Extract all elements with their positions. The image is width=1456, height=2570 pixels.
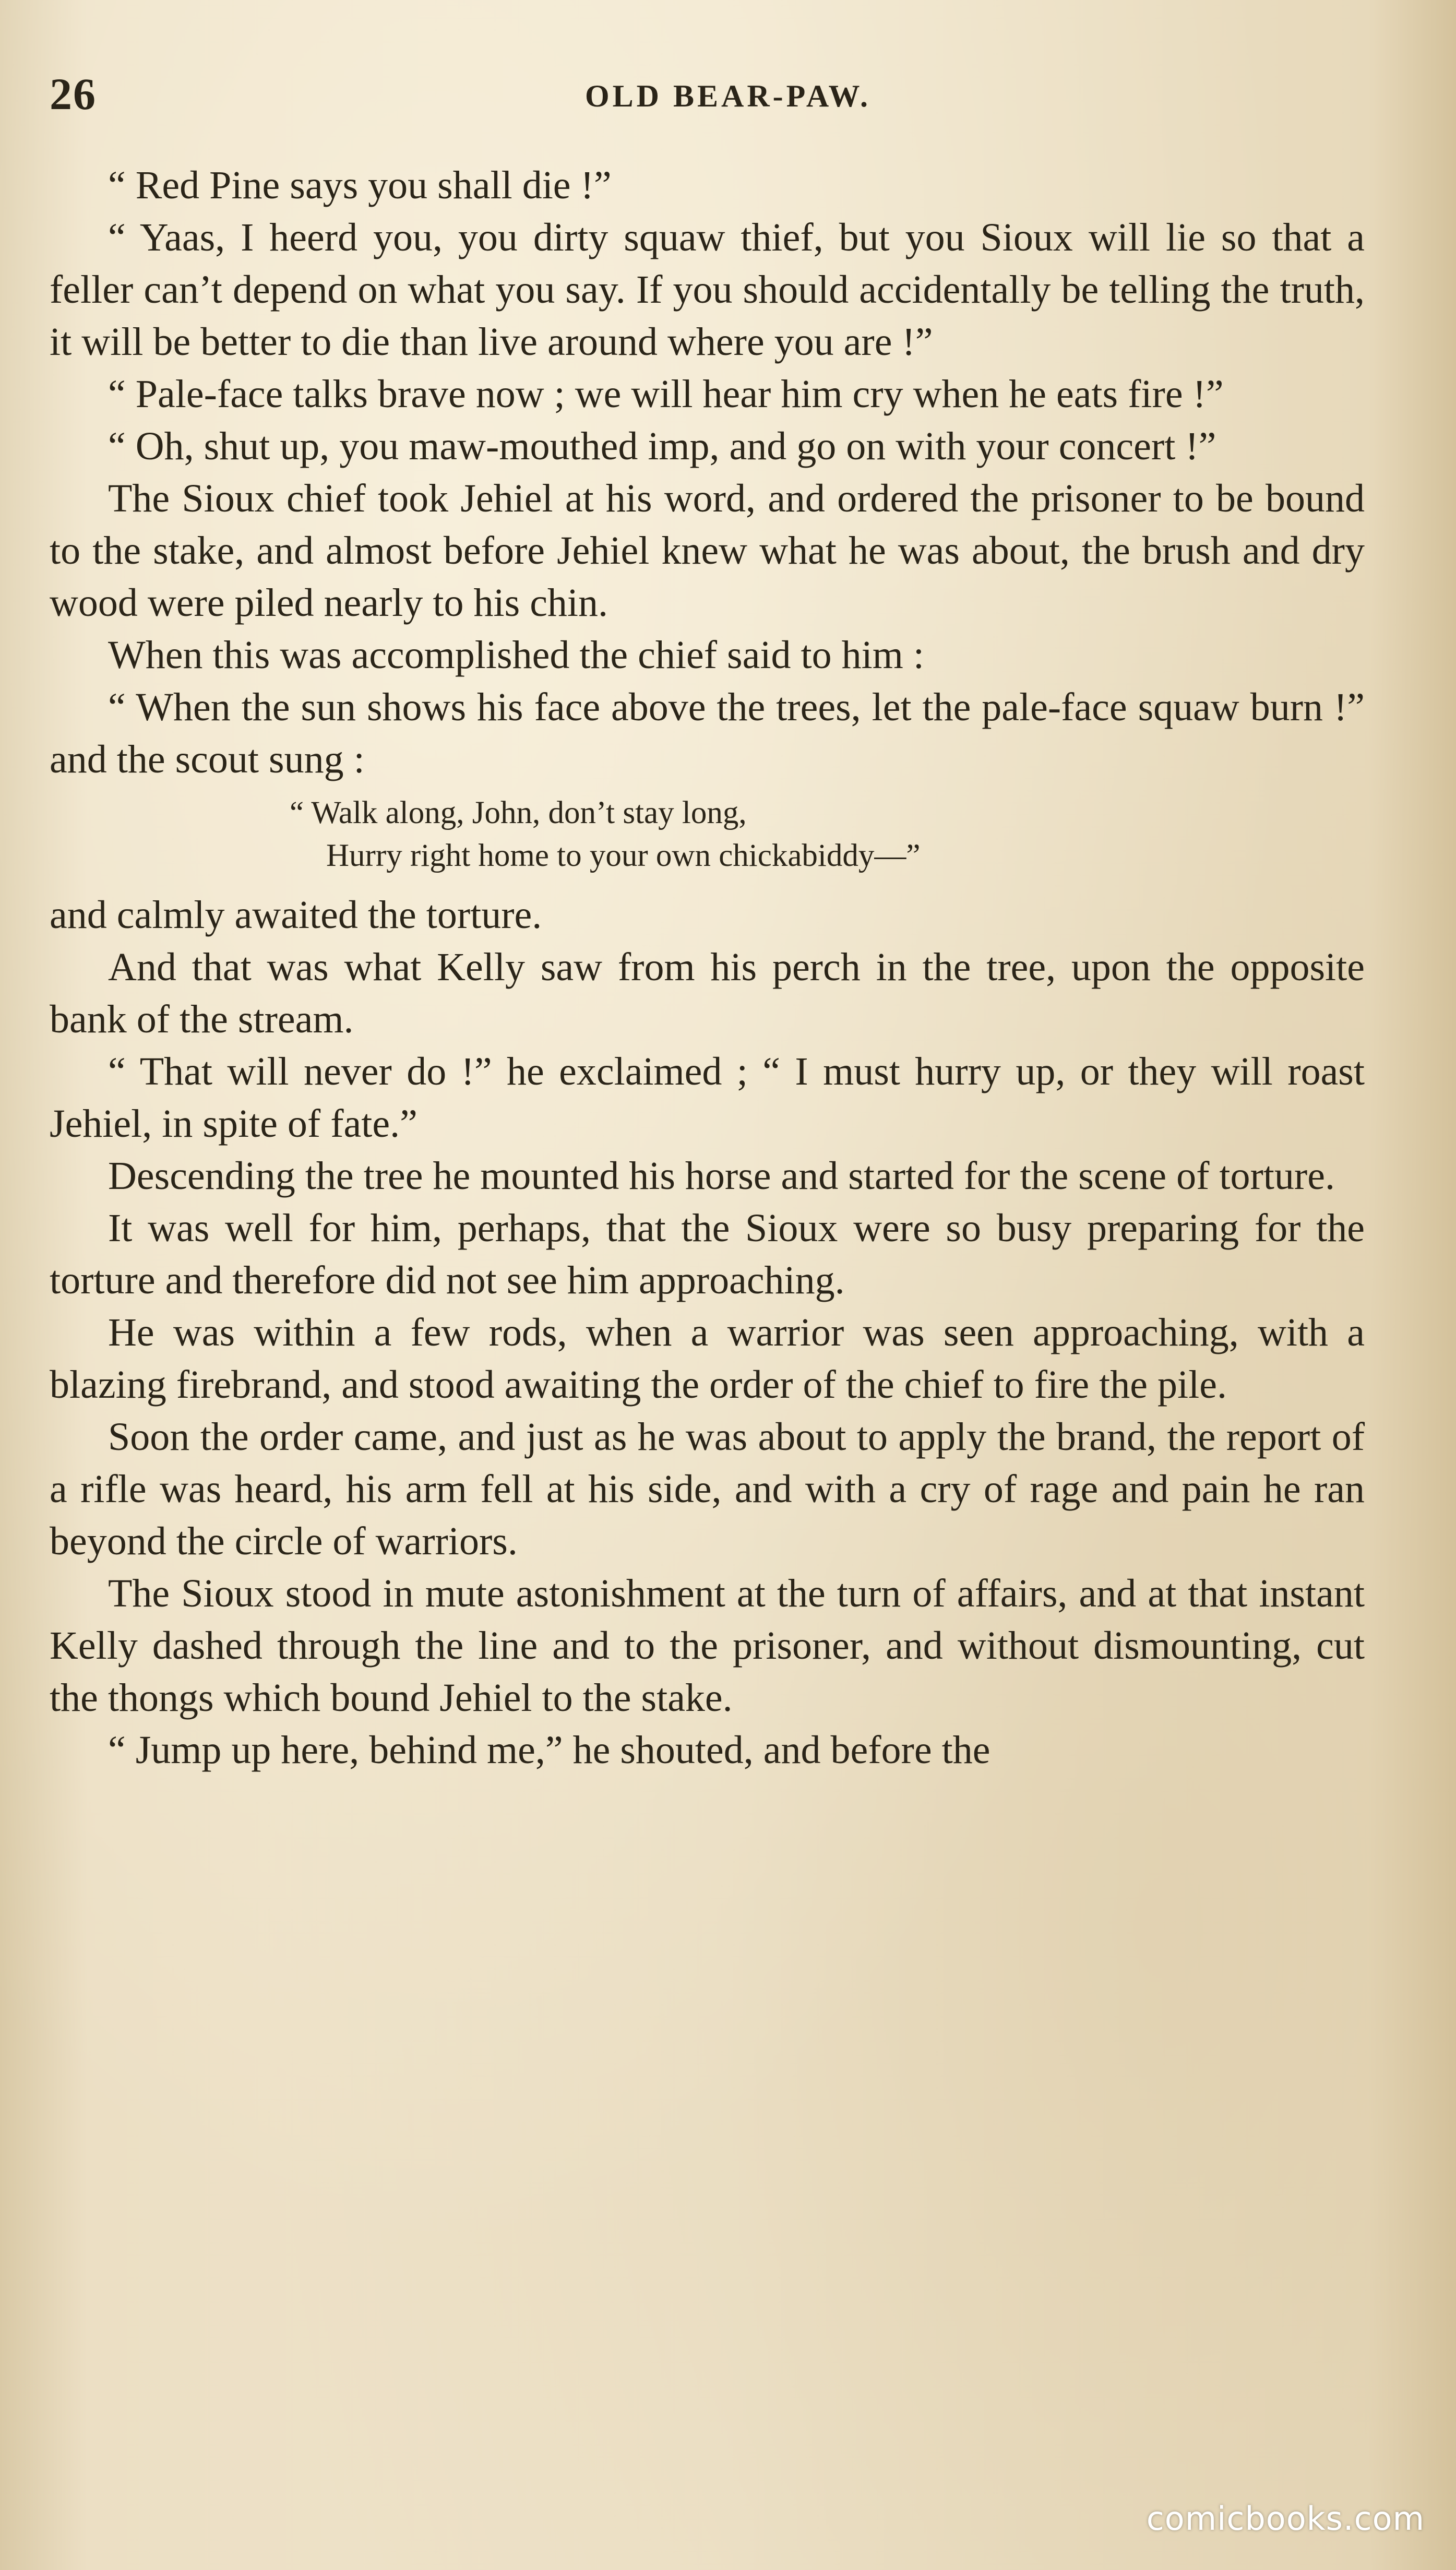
- paragraph: The Sioux stood in mute astonishment at the turn of affairs, and at that instant Kelly dashed through the line and to the prisoner, and without dismounting, cut the thongs which bound Jehiel to the stake.: [50, 1572, 1365, 1720]
- paragraph: and calmly awaited the torture.: [50, 893, 542, 937]
- paragraph: When this was accomplished the chief said to him :: [108, 633, 924, 677]
- paragraph: “ Jump up here, behind me,” he shouted, and before the: [108, 1728, 990, 1772]
- paragraph: And that was what Kelly saw from his perch in the tree, upon the opposite bank of the stream.: [50, 945, 1365, 1041]
- paragraph: “ When the sun shows his face above the trees, let the pale-face squaw burn !” and the scout sung :: [50, 685, 1365, 781]
- paragraph: “ That will never do !” he exclaimed ; “ I must hurry up, or they will roast Jehiel, in spite of fate.”: [50, 1050, 1365, 1146]
- song-quote: [50, 792, 1365, 877]
- paragraph: He was within a few rods, when a warrior was seen approaching, with a blazing firebrand, and stood awaiting the order of the chief to fire the pile.: [50, 1311, 1365, 1407]
- song-line: Hurry right home to your own chickabiddy—”: [326, 838, 921, 873]
- paragraph: “ Oh, shut up, you maw-mouthed imp, and go on with your concert !”: [108, 424, 1216, 468]
- paragraph: “ Yaas, I heerd you, you dirty squaw thief, but you Sioux will lie so that a feller can’t depend on what you say. If you should accidentally be telling the truth, it will be better to die than live around where you are !”: [50, 216, 1365, 364]
- paragraph: “ Pale-face talks brave now ; we will hear him cry when he eats fire !”: [108, 372, 1224, 416]
- paragraph: The Sioux chief took Jehiel at his word, and ordered the prisoner to be bound to the stake, and almost before Jehiel knew what he was about, the brush and dry wood were piled nearly to his chin.: [50, 477, 1365, 625]
- paragraph: It was well for him, perhaps, that the Sioux were so busy preparing for the torture and therefore did not see him approaching.: [50, 1206, 1365, 1302]
- paragraph: Soon the order came, and just as he was about to apply the brand, the report of a rifle was heard, his arm fell at his side, and with a cry of rage and pain he ran beyond the circle of warriors.: [50, 1415, 1365, 1563]
- song-line: “ Walk along, John, don’t stay long,: [290, 795, 747, 830]
- running-title: OLD BEAR-PAW.: [584, 79, 872, 113]
- watermark: comicbooks.com: [1146, 2500, 1425, 2538]
- paragraph: “ Red Pine says you shall die !”: [108, 163, 612, 207]
- page-header: [50, 63, 1406, 125]
- body-text: [50, 159, 1365, 1776]
- page-number: 26: [50, 69, 97, 119]
- paragraph: Descending the tree he mounted his horse and started for the scene of torture.: [108, 1154, 1335, 1198]
